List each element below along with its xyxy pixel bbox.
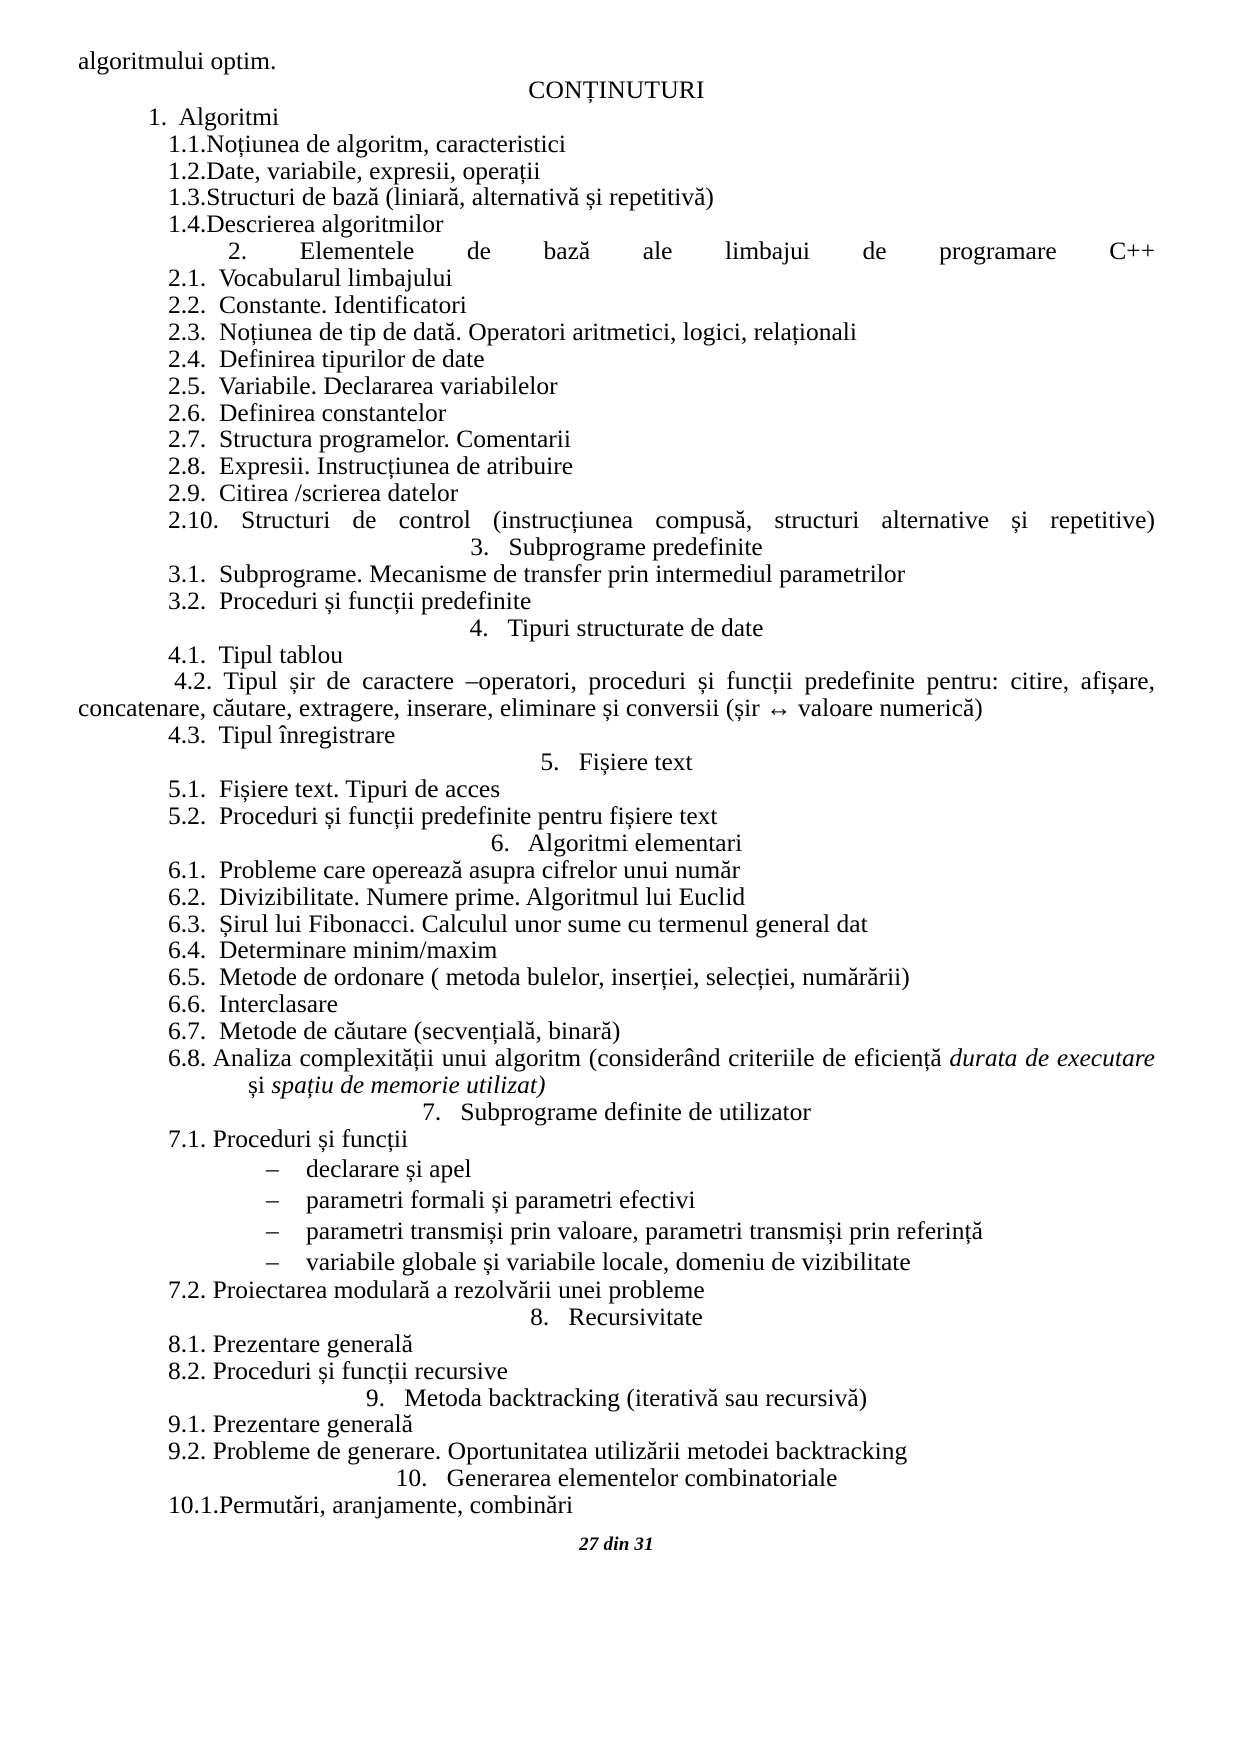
outline-item-7-1: 7.1. Proceduri și funcții	[168, 1123, 409, 1153]
outline-item-2-9: 2.9. Citirea /scrierea datelor	[168, 478, 459, 508]
outline-item-2-2: 2.2. Constante. Identificatori	[168, 290, 467, 320]
continuation-paragraph: algoritmului optim.	[78, 46, 277, 75]
outline-item-6-8-emphasis-1: durata de executare	[949, 1042, 1155, 1072]
outline-item-10-1: 10.1.Permutări, aranjamente, combinări	[168, 1490, 574, 1520]
outline-item-8-1: 8.1. Prezentare generală	[168, 1328, 413, 1358]
outline-item-6-8-emphasis-2: spațiu de memorie utilizat)	[271, 1069, 546, 1099]
outline-item-7-1-sub-4	[78, 1246, 1155, 1277]
outline-item-6-3: 6.3. Șirul lui Fibonacci. Calculul unor sume cu termenul general dat	[168, 908, 868, 938]
outline-item-6-7: 6.7. Metode de căutare (secvențială, binară)	[168, 1016, 621, 1046]
outline-item-7-1-sub-4-label: variabile globale și variabile locale, domeniu de vizibilitate	[306, 1246, 911, 1276]
outline-item-1-1: 1.1.Noțiunea de algoritm, caracteristici	[168, 128, 566, 158]
page-footer: 27 din 31	[579, 1533, 654, 1555]
outline-chapter-6: 6. Algoritmi elementari	[490, 827, 743, 857]
outline-item-7-1-sub-2	[78, 1184, 1155, 1215]
outline-chapter-9: 9. Metoda backtracking (iterativă sau recursivă)	[365, 1382, 868, 1412]
outline-item-2-8: 2.8. Expresii. Instrucțiunea de atribuire	[168, 451, 574, 481]
outline-item-4-2: 4.2. Tipul șir de caractere –operatori, proceduri și funcții predefinite pentru: citire, afișare, concatenare, căutare, extragere, inserare, eliminare și conversii (șir ↔ valoare numerică)	[78, 666, 1155, 723]
outline-item-6-4: 6.4. Determinare minim/maxim	[168, 935, 498, 965]
outline-item-2-1: 2.1. Vocabularul limbajului	[168, 263, 453, 293]
outline-item-1-4: 1.4.Descrierea algoritmilor	[168, 209, 444, 239]
outline-item-6-8	[78, 1042, 1155, 1099]
outline-item-2-3: 2.3. Noțiunea de tip de dată. Operatori aritmetici, logici, relaționali	[168, 316, 857, 346]
outline-item-6-6: 6.6. Interclasare	[168, 989, 338, 1019]
outline-chapter-2: 2. Elementele de bază ale limbajui de programare C++	[228, 236, 1155, 266]
outline-chapter-8: 8. Recursivitate	[530, 1301, 703, 1331]
outline-item-2-6: 2.6. Definirea constantelor	[168, 397, 447, 427]
outline-chapter-3: 3. Subprograme predefinite	[470, 532, 763, 562]
outline-chapter-10: 10. Generarea elementelor combinatoriale	[395, 1463, 838, 1493]
outline-item-2-7: 2.7. Structura programelor. Comentarii	[168, 424, 571, 454]
dash-bullet-icon: –	[266, 1153, 279, 1183]
outline-item-9-2: 9.2. Probleme de generare. Oportunitatea utilizării metodei backtracking	[168, 1436, 908, 1466]
outline-item-7-2: 7.2. Proiectarea modulară a rezolvării unei probleme	[168, 1274, 705, 1304]
outline-item-5-2: 5.2. Proceduri și funcții predefinite pentru fișiere text	[168, 800, 718, 830]
outline-chapter-4: 4. Tipuri structurate de date	[469, 612, 764, 642]
outline-item-2-4: 2.4. Definirea tipurilor de date	[168, 343, 485, 373]
outline-chapter-1: 1. Algoritmi	[148, 101, 280, 131]
outline-item-6-1: 6.1. Probleme care operează asupra cifrelor unui număr	[168, 854, 741, 884]
outline-item-6-8-conjunction: și	[248, 1069, 272, 1099]
outline-chapter-7: 7. Subprograme definite de utilizator	[422, 1096, 811, 1126]
page-title: CONȚINUTURI	[528, 74, 705, 104]
dash-bullet-icon: –	[266, 1184, 279, 1214]
dash-bullet-icon: –	[266, 1215, 279, 1245]
document-content	[78, 48, 1155, 1555]
outline-item-3-2: 3.2. Proceduri și funcții predefinite	[168, 585, 532, 615]
outline-item-7-1-sub-3	[78, 1215, 1155, 1246]
outline-item-7-1-sub-2-label: parametri formali și parametri efectivi	[306, 1184, 696, 1214]
outline-item-7-1-sub-3-label: parametri transmiși prin valoare, parametri transmiși prin referință	[306, 1215, 983, 1245]
outline-chapter-5: 5. Fișiere text	[540, 747, 693, 777]
outline-item-1-2: 1.2.Date, variabile, expresii, operații	[168, 155, 541, 185]
outline-item-4-3: 4.3. Tipul înregistrare	[168, 720, 396, 750]
outline-item-3-1: 3.1. Subprograme. Mecanisme de transfer prin intermediul parametrilor	[168, 558, 906, 588]
outline-item-1-3: 1.3.Structuri de bază (liniară, alternativă și repetitivă)	[168, 182, 714, 212]
outline-item-6-5: 6.5. Metode de ordonare ( metoda bulelor, inserției, selecției, numărării)	[168, 962, 910, 992]
outline-item-6-8-prefix: 6.8. Analiza complexității unui algoritm (considerând criteriile de eficiență	[168, 1042, 950, 1072]
outline-item-2-5: 2.5. Variabile. Declararea variabilelor	[168, 370, 558, 400]
outline-item-4-1: 4.1. Tipul tablou	[168, 639, 344, 669]
outline-item-6-2: 6.2. Divizibilitate. Numere prime. Algoritmul lui Euclid	[168, 881, 746, 911]
outline-item-7-1-sub-1-label: declarare și apel	[306, 1153, 472, 1183]
dash-bullet-icon: –	[266, 1246, 279, 1276]
outline-item-9-1: 9.1. Prezentare generală	[168, 1409, 413, 1439]
outline-item-7-1-sub-1	[78, 1153, 1155, 1184]
outline-item-8-2: 8.2. Proceduri și funcții recursive	[168, 1355, 508, 1385]
outline-item-2-10: 2.10. Structuri de control (instrucțiunea compusă, structuri alternative și repetitive)	[168, 505, 1155, 535]
outline-item-5-1: 5.1. Fișiere text. Tipuri de acces	[168, 774, 501, 804]
